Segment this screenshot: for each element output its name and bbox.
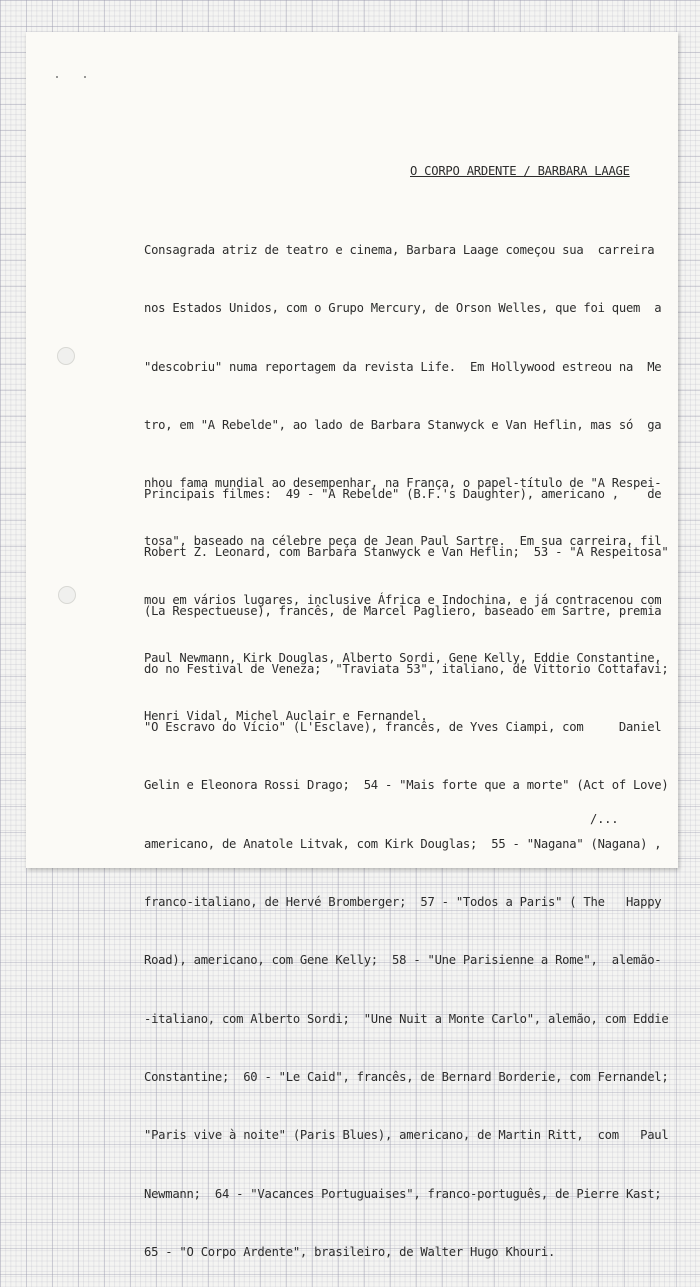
text-line: americano, de Anatole Litvak, com Kirk Douglas; 55 - "Nagana" (Nagana) , <box>144 836 662 851</box>
pencil-mark <box>84 76 86 78</box>
text-line: franco-italiano, de Hervé Bromberger; 57 - "Todos a Paris" ( The Happy <box>144 895 662 910</box>
continuation-mark: /... <box>590 812 619 826</box>
text-line: tosa", baseado na célebre peça de Jean Paul Sartre. Em sua carreira, fil <box>144 534 662 549</box>
punch-hole-bottom <box>58 586 76 604</box>
filmography-paragraph <box>144 457 668 1287</box>
text-line: Constantine; 60 - "Le Caid", francês, de Bernard Borderie, com Fernandel; <box>144 1069 669 1084</box>
text-line: Road), americano, com Gene Kelly; 58 - "Une Parisienne a Rome", alemão- <box>144 953 662 968</box>
text-line: "descobriu" numa reportagem da revista Life. Em Hollywood estreou na Me <box>144 359 662 374</box>
text-line: Henri Vidal, Michel Auclair e Fernandel. <box>144 709 428 724</box>
pencil-mark <box>56 76 58 78</box>
text-line: mou em vários lugares, inclusive África e Indochina, e já contracenou com <box>144 592 662 607</box>
text-line: "O Escravo do Vício" (L'Esclave), francês, de Yves Ciampi, com Daniel <box>144 720 662 735</box>
text-line: Gelin e Eleonora Rossi Drago; 54 - "Mais forte que a morte" (Act of Love) <box>144 778 669 793</box>
text-line: tro, em "A Rebelde", ao lado de Barbara Stanwyck e Van Heflin, mas só ga <box>144 417 662 432</box>
document-title: O CORPO ARDENTE / BARBARA LAAGE <box>410 164 630 178</box>
punch-hole-top <box>57 347 75 365</box>
text-line: Robert Z. Leonard, com Barbara Stanwyck e Van Heflin; 53 - "A Respeitosa" <box>144 545 669 560</box>
text-line: nhou fama mundial ao desempenhar, na França, o papel-título de "A Respei- <box>144 476 662 491</box>
text-line: (La Respectueuse), francês, de Marcel Pagliero, baseado em Sartre, premia <box>144 603 662 618</box>
text-line: "Paris vive à noite" (Paris Blues), americano, de Martin Ritt, com Paul <box>144 1128 669 1143</box>
text-line: Consagrada atriz de teatro e cinema, Barbara Laage começou sua carreira <box>144 243 655 257</box>
text-line: Newmann; 64 - "Vacances Portuguaises", franco-português, de Pierre Kast; <box>144 1186 662 1201</box>
text-line: Paul Newmann, Kirk Douglas, Alberto Sordi, Gene Kelly, Eddie Constantine, <box>144 651 662 666</box>
text-line: Principais filmes: 49 - "A Rebelde" (B.F.'s Daughter), americano , de <box>144 487 662 501</box>
text-line: 65 - "O Corpo Ardente", brasileiro, de Walter Hugo Khouri. <box>144 1244 556 1259</box>
text-line: -italiano, com Alberto Sordi; "Une Nuit a Monte Carlo", alemão, com Eddie <box>144 1011 669 1026</box>
text-line: do no Festival de Veneza; "Traviata 53", italiano, de Vittorio Cottafavi; <box>144 661 669 676</box>
text-line: nos Estados Unidos, com o Grupo Mercury, de Orson Welles, que foi quem a <box>144 301 662 316</box>
